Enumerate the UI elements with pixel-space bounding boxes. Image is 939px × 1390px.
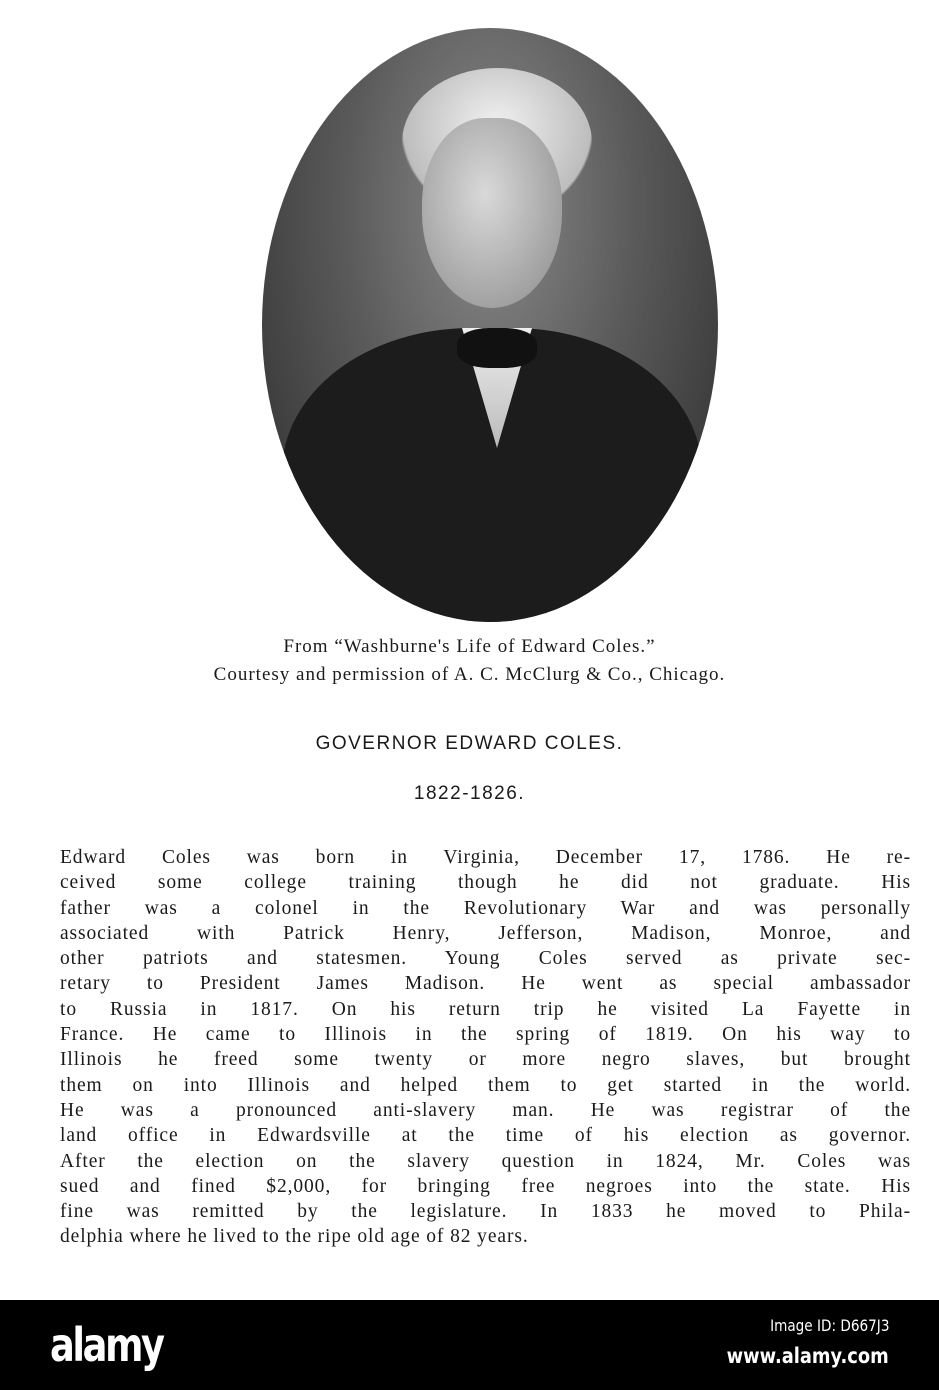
text-line: father was a colonel in the Revolutionary War and was personally — [60, 897, 911, 919]
text-line: ceived some college training though he did not graduate. His — [60, 872, 911, 894]
text-line: other patriots and statesmen. Young Coles served as private sec- — [60, 948, 911, 970]
text-line: After the election on the slavery question in 1824, Mr. Coles was — [60, 1150, 911, 1172]
text-line: fine was remitted by the legislature. In 1833 he moved to Phila- — [60, 1201, 911, 1223]
portrait-face — [422, 118, 562, 308]
portrait-cravat — [457, 328, 537, 368]
text-line: associated with Patrick Henry, Jefferson, Madison, Monroe, and — [60, 922, 911, 944]
portrait-photo — [262, 28, 718, 622]
biography-text — [60, 845, 911, 1250]
text-line: Edward Coles was born in Virginia, December 17, 1786. He re- — [60, 847, 911, 868]
text-line: He was a pronounced anti-slavery man. He was registrar of the — [60, 1099, 911, 1121]
text-line: them on into Illinois and helped them to get started in the world. — [60, 1074, 911, 1096]
term-dates: 1822-1826. — [413, 783, 526, 804]
text-line: sued and fined $2,000, for bringing free negroes into the state. His — [60, 1175, 911, 1197]
text-line: delphia where he lived to the ripe old age of 82 years. — [60, 1226, 529, 1248]
text-line: land office in Edwardsville at the time of his election as governor. — [60, 1125, 911, 1147]
image-id: Image ID: D667J3 — [769, 1316, 889, 1335]
text-line: to Russia in 1817. On his return trip he visited La Fayette in — [60, 998, 911, 1020]
site-url: www.alamy.com — [726, 1344, 889, 1368]
page-title: GOVERNOR EDWARD COLES. — [315, 733, 624, 754]
text-line: retary to President James Madison. He went as special ambassador — [60, 973, 911, 995]
text-line: Illinois he freed some twenty or more negro slaves, but brought — [60, 1049, 911, 1071]
alamy-logo: alamy — [50, 1318, 163, 1372]
caption-source: From “Washburne's Life of Edward Coles.” — [283, 636, 656, 657]
caption-courtesy: Courtesy and permission of A. C. McClurg & Co., Chicago. — [213, 664, 726, 685]
text-line: France. He came to Illinois in the spring of 1819. On his way to — [60, 1024, 911, 1046]
watermark-banner — [0, 1300, 939, 1390]
